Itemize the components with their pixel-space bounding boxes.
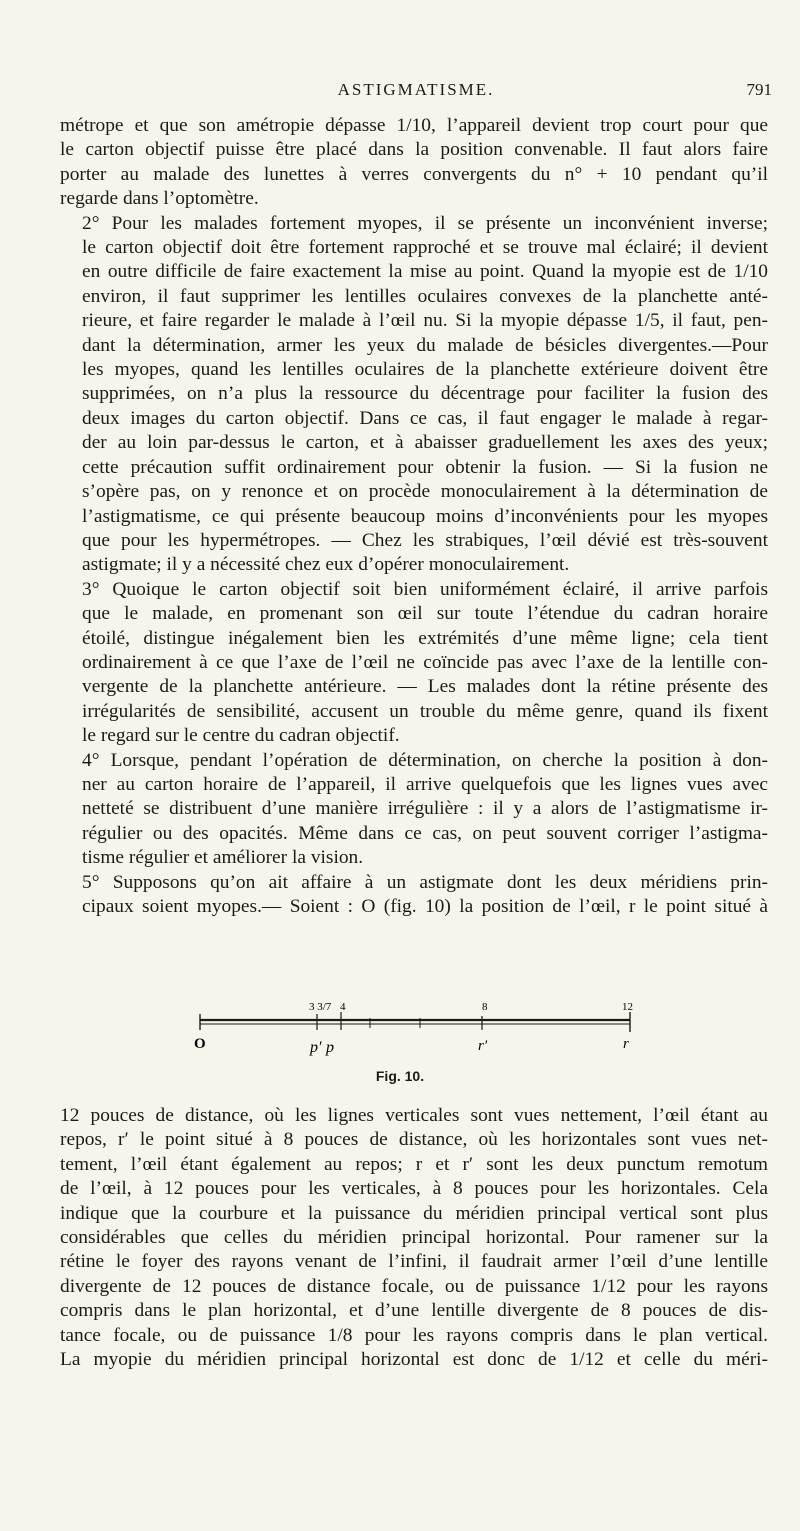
label-p: p xyxy=(326,1039,334,1056)
paragraph-3 xyxy=(60,578,768,749)
text-line: de l’œil, à 12 pouces pour les verticales, à 8 pouces pour les horizontales. Cela xyxy=(60,1178,768,1200)
text-line: supprimées, on n’a plus la ressource du décentrage pour faciliter la fusion des xyxy=(82,383,768,405)
text-line: La myopie du méridien principal horizontal est donc de 1/12 et celle du méri- xyxy=(60,1349,768,1371)
running-header xyxy=(60,80,772,104)
text-line: ner au carton horaire de l’appareil, il arrive quelquefois que les lignes vues avec xyxy=(82,773,768,795)
body-text-top xyxy=(60,114,768,919)
text-line: régulier ou des opacités. Même dans ce cas, on peut souvent corriger l’astigma- xyxy=(82,822,768,844)
text-line: irrégularités de sensibilité, accusent un trouble du même genre, quand ils fixent xyxy=(82,700,768,722)
text-line: indique que la courbure et la puissance du méridien principal vertical sont plus xyxy=(60,1202,768,1224)
text-line: der au loin par-dessus le carton, et à abaisser graduellement les axes des yeux; xyxy=(82,432,768,454)
paragraph-6 xyxy=(60,1104,768,1372)
text-line: l’astigmatisme, ce qui présente beaucoup moins d’inconvénients pour les myopes xyxy=(82,505,768,527)
running-title: ASTIGMATISME. xyxy=(337,80,495,99)
text-line: les myopes, quand les lentilles oculaires de la planchette extérieure doivent être xyxy=(82,359,768,381)
label-r: r xyxy=(623,1036,629,1052)
label-4: 4 xyxy=(340,1001,346,1013)
text-line: 2° Pour les malades fortement myopes, il se présente un inconvénient inverse; xyxy=(82,212,768,234)
figure-caption: Fig. 10. xyxy=(375,1068,425,1084)
text-line: que pour les hypermétropes. — Chez les strabiques, l’œil dévié est très-souvent xyxy=(82,529,768,551)
label-3-3-7: 3 3/7 xyxy=(309,1001,332,1013)
text-line: divergente de 12 pouces de distance focale, ou de puissance 1/12 pour les rayons xyxy=(60,1275,768,1297)
text-line: le carton objectif puisse être placé dans la position convenable. Il faut alors faire xyxy=(60,139,768,161)
text-line: porter au malade des lunettes à verres convergents du n° + 10 pendant qu’il xyxy=(60,163,768,185)
text-line: s’opère pas, on y renonce et on procède monoculairement à la détermination de xyxy=(82,481,768,503)
label-12: 12 xyxy=(622,1001,633,1013)
text-line: tance focale, ou de puissance 1/8 pour les rayons compris dans le plan vertical. xyxy=(60,1324,768,1346)
text-line: rétine le foyer des rayons venant de l’infini, il faudrait armer l’œil d’une lentille xyxy=(60,1251,768,1273)
text-line: ordinairement à ce que l’axe de l’œil ne coïncide pas avec l’axe de la lentille con- xyxy=(82,651,768,673)
text-line: considérables que celles du méridien principal horizontal. Pour ramener sur la xyxy=(60,1227,768,1249)
label-r-prime: r′ xyxy=(478,1038,488,1054)
text-line: compris dans le plan horizontal, et d’une lentille divergente de 8 pouces de dis- xyxy=(60,1300,768,1322)
text-line: cette précaution suffit ordinairement pour obtenir la fusion. — Si la fusion ne xyxy=(82,456,768,478)
text-line: 5° Supposons qu’on ait affaire à un astigmate dont les deux méridiens prin- xyxy=(82,871,768,893)
text-line: le carton objectif doit être fortement rapproché et se trouve mal éclairé; il devient xyxy=(82,237,768,259)
text-line: rieure, et faire regarder le malade à l’œil nu. Si la myopie dépasse 1/5, il faut, pen- xyxy=(82,310,768,332)
body-text-bottom xyxy=(60,1104,768,1372)
label-8: 8 xyxy=(482,1001,488,1013)
text-line: métrope et que son amétropie dépasse 1/10, l’appareil devient trop court pour que xyxy=(60,115,768,136)
text-line: vergente de la planchette antérieure. — Les malades dont la rétine présente des xyxy=(82,676,768,698)
text-line: regarde dans l’optomètre. xyxy=(60,188,259,210)
paragraph-5 xyxy=(60,871,768,920)
text-line: deux images du carton objectif. Dans ce cas, il faut engager le malade à regar- xyxy=(82,407,768,429)
text-line: tisme régulier et améliorer la vision. xyxy=(82,847,364,869)
text-line: étoilé, distingue inégalement bien les extrémités d’une même ligne; cela tient xyxy=(82,627,768,649)
label-O: O xyxy=(194,1036,206,1052)
page-number: 791 xyxy=(746,80,772,99)
paragraph-continued xyxy=(60,114,768,212)
focal-points-line-diagram xyxy=(60,1000,768,1060)
text-line: 4° Lorsque, pendant l’opération de détermination, on cherche la position à don- xyxy=(82,749,768,771)
paragraph-2 xyxy=(60,212,768,578)
text-line: netteté se distribuent d’une manière irrégulière : il y a alors de l’astigmatisme ir- xyxy=(82,798,768,820)
text-line: dant la détermination, armer les yeux du malade de bésicles divergentes.—Pour xyxy=(82,334,768,356)
text-line: cipaux soient myopes.— Soient : O (fig. 10) la position de l’œil, r le point situé à xyxy=(82,896,768,917)
text-line: astigmate; il y a nécessité chez eux d’opérer monoculairement. xyxy=(82,554,570,576)
text-line: 3° Quoique le carton objectif soit bien uniformément éclairé, il arrive parfois xyxy=(82,578,768,600)
text-line: tement, l’œil étant également au repos; r et r′ sont les deux punctum remotum xyxy=(60,1153,768,1175)
paragraph-4 xyxy=(60,749,768,871)
text-line: environ, il faut supprimer les lentilles oculaires convexes de la planchette anté- xyxy=(82,285,768,307)
text-line: 12 pouces de distance, où les lignes verticales sont vues nettement, l’œil étant au xyxy=(60,1105,768,1126)
text-line: le regard sur le centre du cadran objectif. xyxy=(82,725,400,747)
text-line: repos, r′ le point situé à 8 pouces de distance, où les horizontales sont vues net- xyxy=(60,1129,768,1151)
text-line: en outre difficile de faire exactement la mise au point. Quand la myopie est de 1/10 xyxy=(82,261,768,283)
text-line: que le malade, en promenant son œil sur toute l’étendue du cadran horaire xyxy=(82,603,768,625)
label-p-prime: p′ xyxy=(310,1039,322,1056)
